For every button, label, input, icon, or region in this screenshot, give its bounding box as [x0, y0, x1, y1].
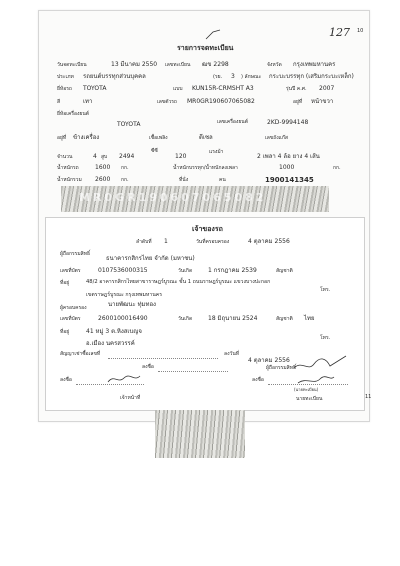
body-loc: หน้าขวา [311, 98, 334, 105]
occupant-addr-label: ที่อยู่ [60, 329, 70, 335]
holder-addr-line2: เขตราษฎร์บูรณะ กรุงเทพมหานคร [86, 292, 163, 298]
brand-label: ยี่ห้อรถ [57, 86, 72, 92]
reg-date: 13 มีนาคม 2550 [111, 61, 158, 68]
occupant-id: 2600100016490 [98, 315, 148, 322]
model: KUN15R-CRMSHT A3 [192, 85, 254, 92]
owner-date-label: วันที่ครอบครอง [196, 239, 230, 245]
sign1-line [158, 371, 228, 372]
weight-unit: กก. [121, 165, 129, 171]
registration-document [38, 10, 370, 422]
reg-date-label: วันจดทะเบียน [57, 62, 87, 68]
engine-loc: ข้างเครื่อง [73, 134, 100, 141]
sign2-label: ลงชื่อ [60, 377, 72, 383]
occupant-addr-line1: 41 หมู่ 3 ต.หิงสเบญจ [86, 328, 142, 335]
brand: TOYOTA [83, 85, 107, 92]
seats-label: ที่นั่ง [179, 177, 189, 183]
occupant-dob-label: วันเกิด [178, 316, 193, 322]
body-loc-label: อยู่ที่ [293, 99, 303, 105]
engine-no-label: เลขเครื่องยนต์ [217, 119, 248, 125]
cyl-label: จำนวน [57, 154, 73, 160]
occupant-nat-label: สัญชาติ [276, 316, 293, 322]
holder-label: ผู้ถือกรรมสิทธิ์ [60, 251, 91, 257]
section-title-owner: เจ้าของรถ [192, 225, 223, 233]
engine-brand: TOYOTA [117, 121, 141, 128]
plate-label: เลขทะเบียน [165, 62, 191, 68]
nationality-label: สัญชาติ [276, 268, 293, 274]
total-unit: กก. [121, 177, 129, 183]
section-title-registration: รายการจดทะเบียน [177, 44, 234, 52]
cyl-unit: สูบ [101, 154, 108, 160]
owner-date: 4 ตุลาคม 2556 [248, 238, 290, 245]
doc-number: 1900141345 [265, 176, 314, 184]
contract-date-label: ลงวันที่ [224, 351, 240, 357]
feature-label: ) ลักษณะ [241, 74, 262, 80]
occupant-dob: 18 มิถุนายน 2524 [208, 315, 258, 322]
check-mark-icon [204, 29, 224, 43]
color: เทา [83, 98, 93, 105]
cc-unit: ซีซี [151, 148, 158, 154]
vehicle-type: รถยนต์บรรทุกส่วนบุคคล [83, 73, 146, 80]
color-label: สี [57, 99, 61, 105]
rs-label: (รย. [213, 74, 223, 80]
holder-dob-label: วันเกิด [178, 268, 193, 274]
load: 1000 [279, 164, 295, 171]
contract-label: สัญญาเช่าซื้อเลขที่ [60, 351, 101, 357]
bottom-page-number: 11 [365, 394, 372, 400]
occupant-id-label: เลขที่บัตร [60, 316, 81, 322]
engine-brand-label: ยี่ห้อเครื่องยนต์ [57, 111, 90, 117]
model-year-label: รุ่นปี ค.ศ. [286, 86, 307, 92]
load-unit: กก. [333, 165, 341, 171]
total-label: น้ำหนักรวม [57, 177, 82, 183]
holder-dob: 1 กรกฎาคม 2539 [208, 267, 257, 274]
registrar-signature [296, 373, 336, 387]
feature: กระบะบรรทุก (เสริมกระบะเหล็ก) [269, 73, 354, 80]
seq: 1 [164, 238, 168, 245]
holder-id-label: เลขที่บัตร [60, 268, 81, 274]
officer-label: ลงชื่อ [252, 377, 264, 383]
model-label: แบบ [173, 86, 183, 92]
tel-label: โทร. [320, 287, 331, 293]
corner-number: 10 [357, 28, 364, 34]
holder-signature [292, 354, 348, 374]
body-no-label: เลขตัวรถ [157, 99, 177, 105]
occupant-addr-line2: อ.เมือง นครสวรรค์ [86, 340, 135, 347]
weight-label: น้ำหนักรถ [57, 165, 79, 171]
type-label: ประเภท [57, 74, 74, 80]
seats-unit: คน [219, 177, 226, 183]
registrar-role: นายทะเบียน [296, 396, 323, 402]
holder-id: 0107536000315 [98, 267, 148, 274]
total: 2600 [95, 176, 111, 183]
plate: ฒข 2298 [202, 61, 229, 68]
occupant-nat: ไทย [304, 315, 315, 322]
cyl: 4 [93, 153, 97, 160]
engine-loc-label: อยู่ที่ [57, 135, 67, 141]
watermark-band-bottom [155, 410, 245, 458]
gas-tank-label: เลขถังแก๊ส [265, 135, 288, 141]
fuel-label: เชื้อเพลิง [149, 135, 168, 141]
cc: 2494 [119, 153, 135, 160]
handwritten-number: 127 [329, 26, 350, 39]
province-label: จังหวัด [267, 62, 282, 68]
tel2-label: โทร. [320, 335, 331, 341]
weight: 1600 [95, 164, 111, 171]
fuel: ดีเซล [199, 134, 213, 141]
engine-no: 2KD-9994148 [267, 119, 309, 126]
sign1-label: ลงชื่อ [142, 364, 154, 370]
holder: ธนาคารกสิกรไทย จำกัด (มหาชน) [106, 255, 195, 262]
watermark-band-top [61, 186, 329, 212]
contract-date: 4 ตุลาคม 2556 [248, 357, 290, 364]
model-year: 2007 [319, 85, 335, 92]
contract-line [108, 358, 218, 359]
owner-card [45, 217, 365, 411]
load-label: น้ำหนักบรรทุก/น้ำหนักลงเพลา [173, 165, 238, 171]
holder-addr-line1: 48/2 อาคารกสิกรไทยสาขาราษฎร์บูรณะ ชั้น 1 ถนนราษฎร์บูรณะ แขวงบางปะกอก [86, 279, 271, 285]
watermark-text: MR0GR190607065082 [79, 191, 267, 204]
hp: 120 [175, 153, 187, 160]
seq-label: ลำดับที่ [136, 239, 152, 245]
sign1-role: ผู้ถือกรรมสิทธิ์ [266, 365, 297, 371]
province: กรุงเทพมหานคร [293, 61, 336, 68]
rs-value: 3 [231, 73, 235, 80]
registrar-name: (นายทะเบียน) [294, 387, 319, 392]
occupant-label: ผู้ครอบครอง [60, 305, 87, 311]
holder-addr-label: ที่อยู่ [60, 280, 70, 286]
occupant: นายพัฒนะ ทุ่มทอง [108, 301, 156, 308]
hp-unit: แรงม้า [209, 149, 224, 155]
officer-role: เจ้าหน้าที่ [120, 395, 141, 401]
occupant-signature [106, 372, 142, 386]
body-no: MR0GR190607065082 [187, 98, 255, 105]
axle-text: 2 เพลา 4 ล้อ ยาง 4 เส้น [257, 153, 320, 160]
